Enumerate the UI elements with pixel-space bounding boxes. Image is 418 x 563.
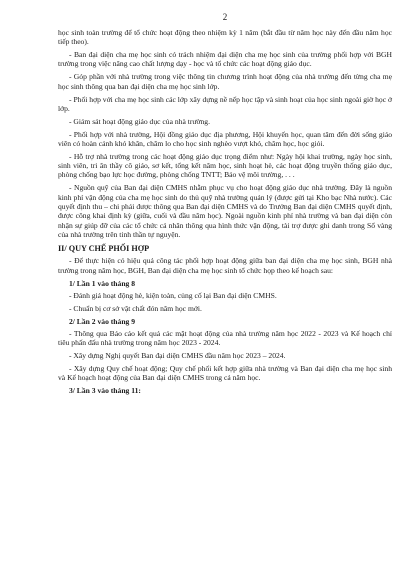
paragraph: - Ban đại diện cha mẹ học sinh có trách nhiệm đại diện cha mẹ học sinh của trường phối hợp với BGH trường trong việc nâng cao chất lượng dạy - học và tổ chức các hoạt động giáo dục. [58,50,392,69]
paragraph: - Giám sát hoạt động giáo dục của nhà trường. [69,116,210,126]
meeting-item: - Chuẩn bị cơ sở vật chất đón năm học mới. [69,303,202,313]
meeting-item: - Xây dựng Quy chế hoạt động; Quy chế phối kết hợp giữa nhà trường và Ban đại diện cha mẹ học sinh và Kế hoạch hoạt động của Ban đại diện CMHS trong cả năm học. [58,364,392,383]
paragraph: - Hỗ trợ nhà trường trong các hoạt động giáo dục trọng điểm như: Ngày hội khai trường, ngày học sinh, sinh viên, tri ân thầy cô giáo, sơ kết, tổng kết năm học, sinh hoạt hè, các hoạt động truyền thống giáo dục, phòng chống bạo lực học đường, phòng chống TNTT; Bảo vệ môi trường, . . . [58,151,392,180]
section-heading: II/ QUY CHẾ PHỐI HỢP [58,244,150,254]
meeting-heading: 2/ Lần 2 vào tháng 9 [69,316,136,326]
meeting-item: - Thông qua Báo cáo kết quả các mặt hoạt động của nhà trường năm học 2022 - 2023 và Kế hoạch chỉ tiêu phấn đấu nhà trường trong năm học 2023 - 2024. [58,328,392,348]
meeting-item: - Đánh giá hoạt động hè, kiện toàn, củng cố lại Ban đại diện CMHS. [69,290,277,300]
paragraph: - Nguồn quỹ của Ban đại diện CMHS nhằm phục vụ cho hoạt động giáo dục nhà trường. Đây là nguồn kinh phí vận động của cha mẹ học sinh do thủ quỹ nhà trường quản lý (được gửi tại Kho bạc Nhà nước). Các quyết định thu – chi phải được thông qua Ban đại diện CMHS và do Trưởng Ban đại diện CMHS quyết định, được công khai định kỳ (giữa, cuối và đầu năm học). Ngoài nguồn kinh phí nhà trường và ban đại diện còn nhận sự giúp đỡ của các tổ chức cá nhân thông qua hình thức vận động, tài trợ được ghi danh trong Sổ vàng của nhà trường trên tinh thần tự nguyện. [58,183,392,239]
paragraph: - Phối hợp với cha mẹ học sinh các lớp xây dựng nề nếp học tập và sinh hoạt của học sinh ngoài giờ học ở lớp. [58,94,392,113]
paragraph: học sinh toàn trường để tổ chức hoạt động theo nhiệm kỳ 1 năm (bắt đầu từ năm học này đến đầu năm học tiếp theo). [58,28,392,47]
section-intro: - Để thực hiện có hiệu quả công tác phối hợp hoạt động giữa ban đại diện cha mẹ học sinh, BGH nhà trường trong năm học, BGH, Ban đại diện cha mẹ học sinh tổ chức họp theo kế hoạch sau: [58,256,392,275]
meeting-heading: 3/ Lần 3 vào tháng 11: [69,386,141,396]
paragraph: - Phối hợp với nhà trường, Hội đồng giáo dục địa phương, Hội khuyến học, quan tâm đến đời sống giáo viên có hoàn cảnh khó khăn, chăm lo cho học sinh nghèo vượt khó, chăm học, học giỏi. [58,129,392,148]
meeting-heading: 1/ Lần 1 vào tháng 8 [69,278,136,288]
meeting-item: - Xây dựng Nghị quyết Ban đại diện CMHS đầu năm học 2023 – 2024. [69,351,286,361]
page-number: 2 [222,12,228,22]
paragraph: - Góp phần với nhà trường trong việc thông tin chương trình hoạt động của nhà trường đến từng cha mẹ học sinh thông qua ban đại diện cha mẹ học sinh lớp. [58,72,392,91]
